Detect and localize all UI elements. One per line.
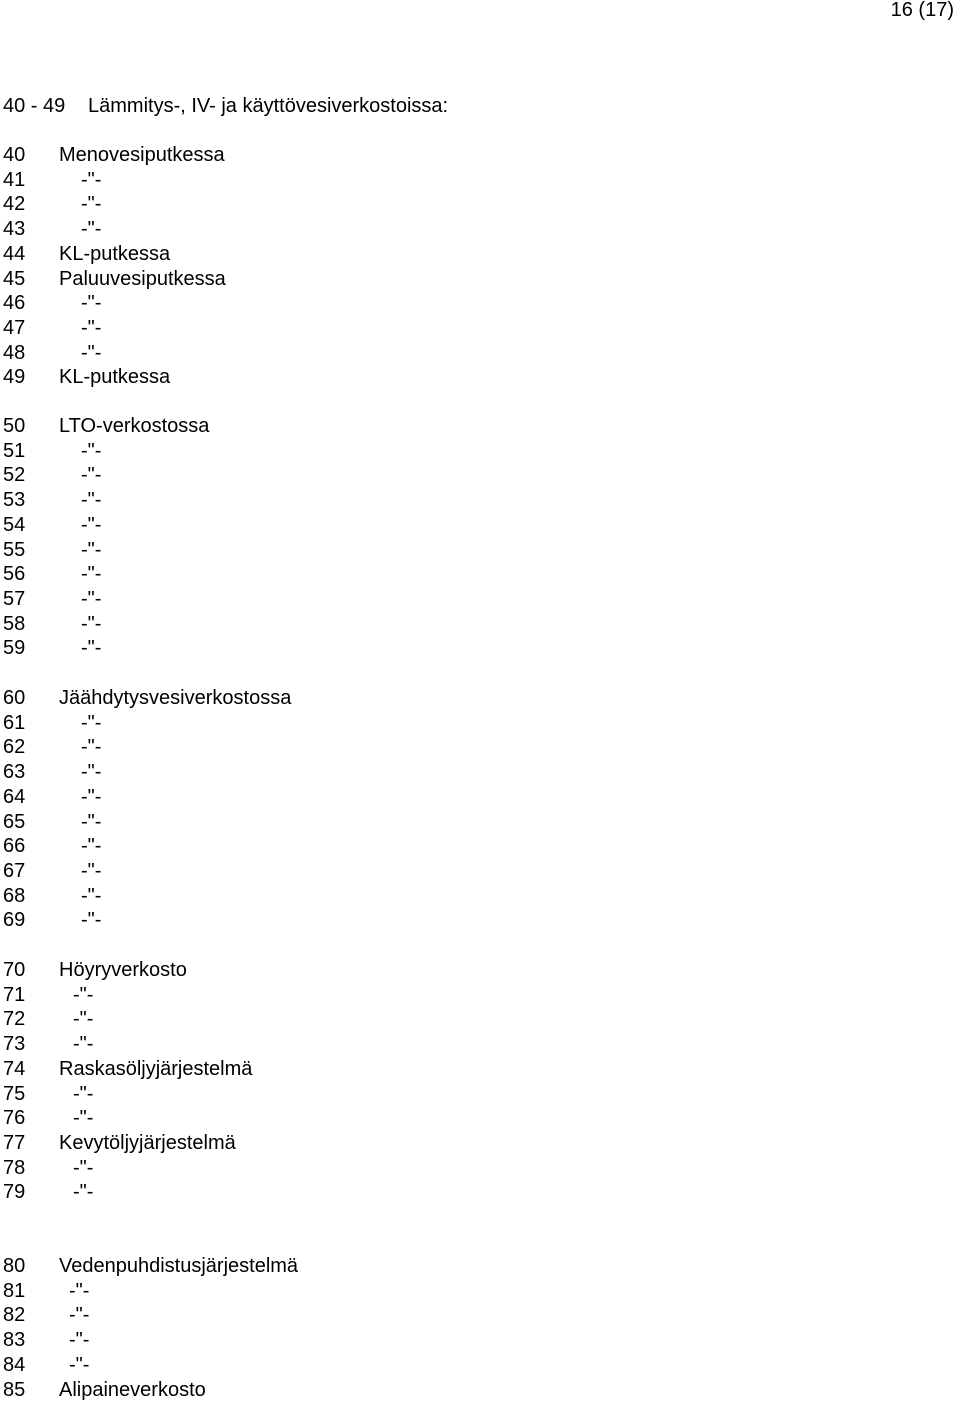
item-description: -"-	[73, 1107, 94, 1130]
item-description: -"-	[81, 835, 102, 858]
list-item	[3, 884, 101, 908]
heading-title: Lämmitys-, IV- ja käyttövesiverkostoissa:	[88, 95, 449, 117]
item-description: -"-	[69, 1279, 90, 1302]
list-item	[3, 1131, 236, 1155]
item-code: 62	[3, 736, 26, 759]
list-item	[3, 341, 101, 365]
item-code: 55	[3, 538, 26, 561]
list-item	[3, 785, 101, 809]
item-description: -"-	[73, 983, 94, 1006]
item-description: -"-	[81, 193, 102, 216]
item-code: 80	[3, 1255, 26, 1277]
list-item	[3, 859, 101, 883]
item-code: 64	[3, 785, 26, 808]
item-description: Alipaineverkosto	[59, 1378, 206, 1401]
item-code: 47	[3, 316, 26, 339]
list-item	[3, 1180, 93, 1204]
item-code: 45	[3, 267, 26, 290]
item-code: 79	[3, 1181, 26, 1204]
list-item	[3, 1353, 89, 1377]
item-description: -"-	[73, 1181, 94, 1204]
item-code: 69	[3, 909, 26, 932]
item-code: 71	[3, 983, 26, 1006]
item-description: -"-	[81, 218, 102, 241]
list-item	[3, 463, 101, 487]
item-code: 40	[3, 144, 26, 166]
list-item	[3, 168, 101, 192]
list-item	[3, 958, 187, 982]
item-description: -"-	[81, 859, 102, 882]
item-description: -"-	[81, 513, 102, 536]
item-code: 43	[3, 218, 26, 241]
item-code: 58	[3, 612, 26, 635]
list-item	[3, 1303, 89, 1327]
item-code: 82	[3, 1304, 26, 1327]
list-item	[3, 291, 101, 315]
list-item	[3, 1156, 93, 1180]
list-item	[3, 1057, 252, 1081]
list-item	[3, 513, 101, 537]
item-description: Paluuvesiputkessa	[59, 267, 226, 290]
item-description: -"-	[81, 316, 102, 339]
heading-range: 40 - 49	[3, 95, 66, 117]
item-description: LTO-verkostossa	[59, 415, 210, 437]
item-description: -"-	[81, 292, 102, 315]
item-code: 44	[3, 242, 26, 265]
item-description: -"-	[81, 761, 102, 784]
item-code: 67	[3, 859, 26, 882]
item-description: -"-	[81, 587, 102, 610]
item-description: -"-	[81, 563, 102, 586]
list-item	[3, 908, 101, 932]
item-description: -"-	[81, 884, 102, 907]
list-item	[3, 488, 101, 512]
item-description: Raskasöljyjärjestelmä	[59, 1057, 253, 1080]
item-description: -"-	[81, 810, 102, 833]
list-item	[3, 612, 101, 636]
list-item	[3, 562, 101, 586]
list-item	[3, 414, 209, 438]
item-code: 61	[3, 711, 26, 734]
item-description: -"-	[69, 1329, 90, 1352]
list-item	[3, 439, 101, 463]
item-code: 52	[3, 464, 26, 487]
item-code: 46	[3, 292, 26, 315]
item-code: 73	[3, 1033, 26, 1056]
item-code: 84	[3, 1353, 26, 1376]
item-code: 76	[3, 1107, 26, 1130]
list-item	[3, 587, 101, 611]
list-item	[3, 316, 101, 340]
item-code: 41	[3, 168, 26, 191]
list-item	[3, 1328, 89, 1352]
item-description: -"-	[69, 1353, 90, 1376]
item-description: -"-	[81, 341, 102, 364]
item-code: 63	[3, 761, 26, 784]
item-code: 65	[3, 810, 26, 833]
list-item	[3, 538, 101, 562]
list-item	[3, 143, 225, 167]
item-description: -"-	[73, 1033, 94, 1056]
item-description: -"-	[81, 538, 102, 561]
item-description: -"-	[81, 736, 102, 759]
item-description: Menovesiputkessa	[59, 144, 225, 166]
item-description: -"-	[81, 439, 102, 462]
item-code: 75	[3, 1082, 26, 1105]
item-code: 78	[3, 1156, 26, 1179]
item-code: 48	[3, 341, 26, 364]
item-description: -"-	[81, 489, 102, 512]
item-code: 57	[3, 587, 26, 610]
item-description: -"-	[81, 168, 102, 191]
list-item	[3, 1082, 93, 1106]
item-description: -"-	[81, 909, 102, 932]
item-code: 49	[3, 366, 26, 389]
list-item	[3, 760, 101, 784]
item-code: 59	[3, 637, 26, 660]
list-item	[3, 810, 101, 834]
list-item	[3, 217, 101, 241]
item-code: 50	[3, 415, 26, 437]
item-description: Kevytöljyjärjestelmä	[59, 1131, 236, 1154]
item-description: -"-	[81, 785, 102, 808]
item-description: -"-	[73, 1156, 94, 1179]
item-description: Höyryverkosto	[59, 959, 187, 981]
item-description: -"-	[73, 1008, 94, 1031]
item-code: 74	[3, 1057, 26, 1080]
list-item	[3, 983, 93, 1007]
list-item	[3, 1007, 93, 1031]
item-description: Vedenpuhdistusjärjestelmä	[59, 1255, 299, 1277]
list-item	[3, 1378, 206, 1402]
list-item	[3, 834, 101, 858]
item-code: 81	[3, 1279, 26, 1302]
list-item	[3, 636, 101, 660]
list-item	[3, 735, 101, 759]
item-code: 66	[3, 835, 26, 858]
item-description: -"-	[81, 464, 102, 487]
item-description: -"-	[81, 637, 102, 660]
item-description: -"-	[81, 711, 102, 734]
list-item	[3, 192, 101, 216]
item-code: 60	[3, 687, 26, 709]
list-item	[3, 1279, 89, 1303]
list-item	[3, 242, 170, 266]
item-code: 70	[3, 959, 26, 981]
list-item	[3, 365, 170, 389]
item-code: 77	[3, 1131, 26, 1154]
item-code: 85	[3, 1378, 26, 1401]
list-item	[3, 711, 101, 735]
item-description: -"-	[69, 1304, 90, 1327]
item-code: 53	[3, 489, 26, 512]
item-description: -"-	[73, 1082, 94, 1105]
item-code: 51	[3, 439, 26, 462]
list-item	[3, 1032, 93, 1056]
item-code: 56	[3, 563, 26, 586]
item-code: 68	[3, 884, 26, 907]
list-item	[3, 686, 291, 710]
list-item	[3, 1106, 93, 1130]
item-description: KL-putkessa	[59, 242, 171, 265]
item-code: 42	[3, 193, 26, 216]
item-description: KL-putkessa	[59, 366, 171, 389]
section-heading	[3, 94, 448, 118]
list-item	[3, 1254, 298, 1278]
item-code: 54	[3, 513, 26, 536]
item-code: 83	[3, 1329, 26, 1352]
item-description: Jäähdytysvesiverkostossa	[59, 687, 292, 709]
item-description: -"-	[81, 612, 102, 635]
item-code: 72	[3, 1008, 26, 1031]
page-number: 16 (17)	[890, 0, 954, 21]
list-item	[3, 267, 226, 291]
